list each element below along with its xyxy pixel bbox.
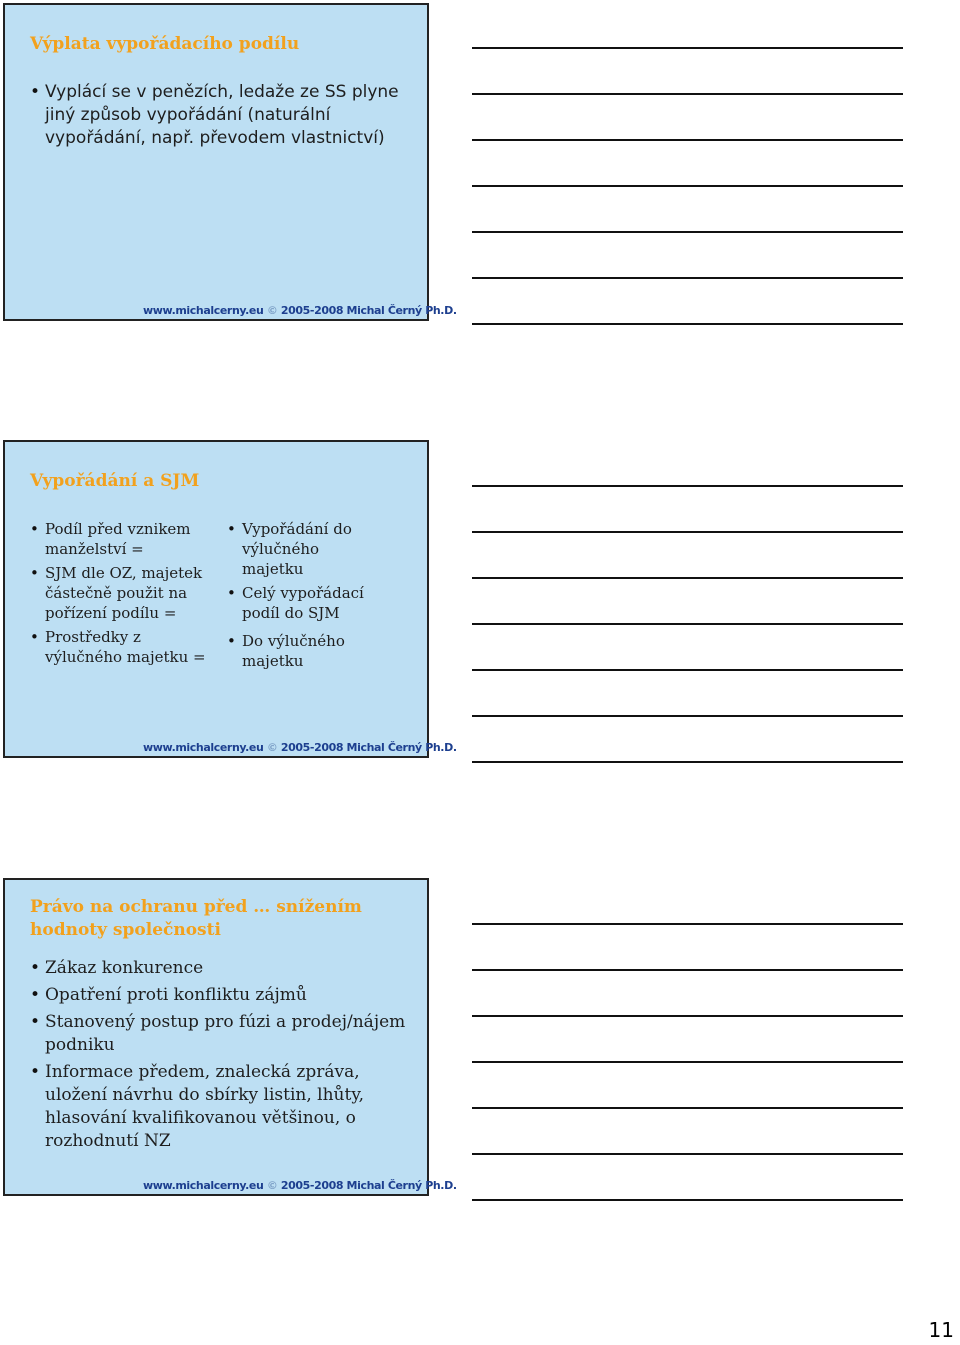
slide-footer <box>143 304 457 317</box>
list-item: • Prostředky z výlučného majetku = <box>30 627 210 667</box>
list-item: • Informace předem, znalecká zpráva, uložení návrhu do sbírky listin, lhůty, hlasování kvalifikovanou většinou, o rozhodnutí NZ <box>30 1061 415 1153</box>
note-line <box>472 1199 903 1201</box>
slide-title: Vypořádání a SJM <box>30 471 200 491</box>
note-line <box>472 623 903 625</box>
list-item: • Opatření proti konfliktu zájmů <box>30 984 415 1007</box>
list-item: • SJM dle OZ, majetek částečně použit na pořízení podílu = <box>30 563 210 623</box>
note-line <box>472 1015 903 1017</box>
slide-footer <box>143 741 457 754</box>
list-item: • Vypořádání do výlučného majetku <box>227 519 377 579</box>
page-number: 11 <box>928 1318 954 1342</box>
note-line <box>472 231 903 233</box>
list-item: • Do výlučného majetku <box>227 631 377 671</box>
footer-author: 2005-2008 Michal Černý Ph.D. <box>280 1179 457 1192</box>
note-line <box>472 1061 903 1063</box>
note-line <box>472 1153 903 1155</box>
list-item: • Zákaz konkurence <box>30 957 415 980</box>
slide-2 <box>3 440 457 758</box>
note-line <box>472 185 903 187</box>
slide-title: Výplata vypořádacího podílu <box>30 34 300 54</box>
note-line <box>472 577 903 579</box>
footer-site: www.michalcerny.eu <box>143 741 264 754</box>
list-item: • Podíl před vznikem manželství = <box>30 519 210 559</box>
note-line <box>472 139 903 141</box>
bullet-list <box>30 957 415 1153</box>
note-line <box>472 485 903 487</box>
note-line <box>472 323 903 325</box>
footer-site: www.michalcerny.eu <box>143 304 264 317</box>
slide-3 <box>3 878 457 1196</box>
note-line <box>472 669 903 671</box>
note-line <box>472 47 903 49</box>
note-line <box>472 969 903 971</box>
bullet-list-left <box>30 519 210 667</box>
list-item: • Stanovený postup pro fúzi a prodej/nájem podniku <box>30 1011 415 1057</box>
list-item: • Celý vypořádací podíl do SJM <box>227 583 377 623</box>
note-line <box>472 923 903 925</box>
footer-copyright: © <box>266 304 278 317</box>
note-line <box>472 531 903 533</box>
slide-title: Právo na ochranu před … snížením hodnoty společnosti <box>30 897 362 940</box>
slide-footer <box>143 1179 457 1192</box>
footer-site: www.michalcerny.eu <box>143 1179 264 1192</box>
note-line <box>472 761 903 763</box>
footer-copyright: © <box>266 1179 278 1192</box>
note-line <box>472 93 903 95</box>
note-line <box>472 1107 903 1109</box>
footer-author: 2005-2008 Michal Černý Ph.D. <box>280 741 457 754</box>
slide-1 <box>3 3 457 321</box>
note-line <box>472 277 903 279</box>
bullet-list-right <box>227 519 377 671</box>
footer-copyright: © <box>266 741 278 754</box>
note-line <box>472 715 903 717</box>
bullet-list <box>30 81 415 150</box>
footer-author: 2005-2008 Michal Černý Ph.D. <box>280 304 457 317</box>
list-item: • Vyplácí se v penězích, ledaže ze SS plyne jiný způsob vypořádání (naturální vypořádání, např. převodem vlastnictví) <box>30 81 415 150</box>
